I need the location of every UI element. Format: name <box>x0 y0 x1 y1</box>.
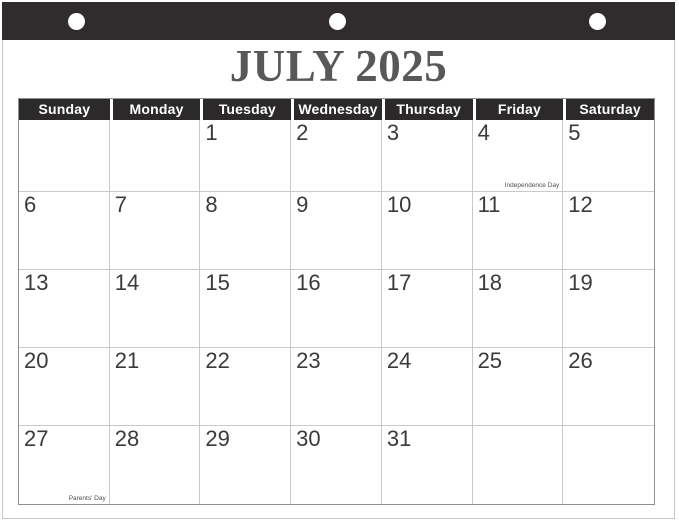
day-cell <box>563 192 654 270</box>
day-cell <box>382 192 473 270</box>
weekday-header-sunday: Sunday <box>19 99 110 120</box>
day-cell <box>19 192 110 270</box>
day-cell <box>473 120 564 192</box>
date-number <box>563 426 654 427</box>
day-cell <box>473 426 564 504</box>
date-number: 1 <box>205 120 218 145</box>
day-cell <box>563 426 654 504</box>
date-number: 7 <box>114 192 127 217</box>
date-number: 2 <box>296 120 309 145</box>
date-number <box>110 120 200 121</box>
day-cell <box>19 426 110 504</box>
day-cell <box>291 348 382 426</box>
date-number: 18 <box>477 270 503 295</box>
day-cell <box>110 120 201 192</box>
date-number: 12 <box>568 192 593 217</box>
day-cell <box>200 426 291 504</box>
weekday-header-thursday: Thursday <box>382 99 473 120</box>
day-cell <box>382 270 473 348</box>
day-cell <box>110 270 201 348</box>
day-cell <box>110 348 201 426</box>
date-number: 9 <box>296 192 309 217</box>
day-cell <box>291 270 382 348</box>
date-number <box>473 426 563 427</box>
day-cell <box>19 120 110 192</box>
date-number: 20 <box>24 348 49 373</box>
date-number: 16 <box>296 270 321 295</box>
date-number: 13 <box>24 270 49 295</box>
day-cell <box>200 120 291 192</box>
date-number: 11 <box>477 192 501 217</box>
day-cell <box>473 348 564 426</box>
date-number: 26 <box>568 348 593 373</box>
day-cell <box>19 270 110 348</box>
date-number: 28 <box>114 426 140 451</box>
holiday-label: Independence Day <box>504 181 560 189</box>
date-number: 31 <box>386 426 412 451</box>
binder-hole-icon <box>329 13 346 30</box>
binder-hole-icon <box>589 13 606 30</box>
weekday-header-row <box>19 99 654 120</box>
date-number: 4 <box>477 120 490 145</box>
date-number: 25 <box>477 348 503 373</box>
day-cell <box>563 120 654 192</box>
date-number <box>19 120 109 121</box>
date-number: 29 <box>205 426 230 451</box>
date-number: 24 <box>386 348 412 373</box>
date-number: 15 <box>205 270 230 295</box>
date-number: 21 <box>114 348 140 373</box>
day-cell <box>563 348 654 426</box>
calendar-grid <box>18 98 655 505</box>
day-cell <box>291 192 382 270</box>
days-grid <box>19 120 654 504</box>
day-cell <box>382 348 473 426</box>
day-cell <box>382 426 473 504</box>
day-cell <box>473 192 564 270</box>
date-number: 5 <box>568 120 581 145</box>
weekday-header-friday: Friday <box>473 99 564 120</box>
date-number: 14 <box>114 270 140 295</box>
day-cell <box>291 426 382 504</box>
day-cell <box>200 192 291 270</box>
date-number: 6 <box>24 192 37 217</box>
weekday-header-tuesday: Tuesday <box>200 99 291 120</box>
date-number: 22 <box>205 348 230 373</box>
day-cell <box>200 348 291 426</box>
date-number: 19 <box>568 270 593 295</box>
date-number: 3 <box>386 120 400 145</box>
binder-bar <box>2 2 675 40</box>
day-cell <box>200 270 291 348</box>
day-cell <box>291 120 382 192</box>
calendar-title: JULY 2025 <box>229 41 448 91</box>
weekday-header-saturday: Saturday <box>563 99 654 120</box>
calendar-page <box>2 2 675 519</box>
day-cell <box>382 120 473 192</box>
day-cell <box>110 192 201 270</box>
date-number: 23 <box>296 348 321 373</box>
date-number: 30 <box>296 426 321 451</box>
binder-hole-icon <box>68 13 85 30</box>
day-cell <box>563 270 654 348</box>
weekday-header-wednesday: Wednesday <box>291 99 382 120</box>
date-number: 17 <box>386 270 412 295</box>
date-number: 27 <box>24 426 49 451</box>
date-number: 8 <box>205 192 218 217</box>
weekday-header-monday: Monday <box>110 99 201 120</box>
holiday-label: Parents' Day <box>68 494 106 502</box>
day-cell <box>473 270 564 348</box>
day-cell <box>110 426 201 504</box>
date-number: 10 <box>386 192 412 217</box>
day-cell <box>19 348 110 426</box>
